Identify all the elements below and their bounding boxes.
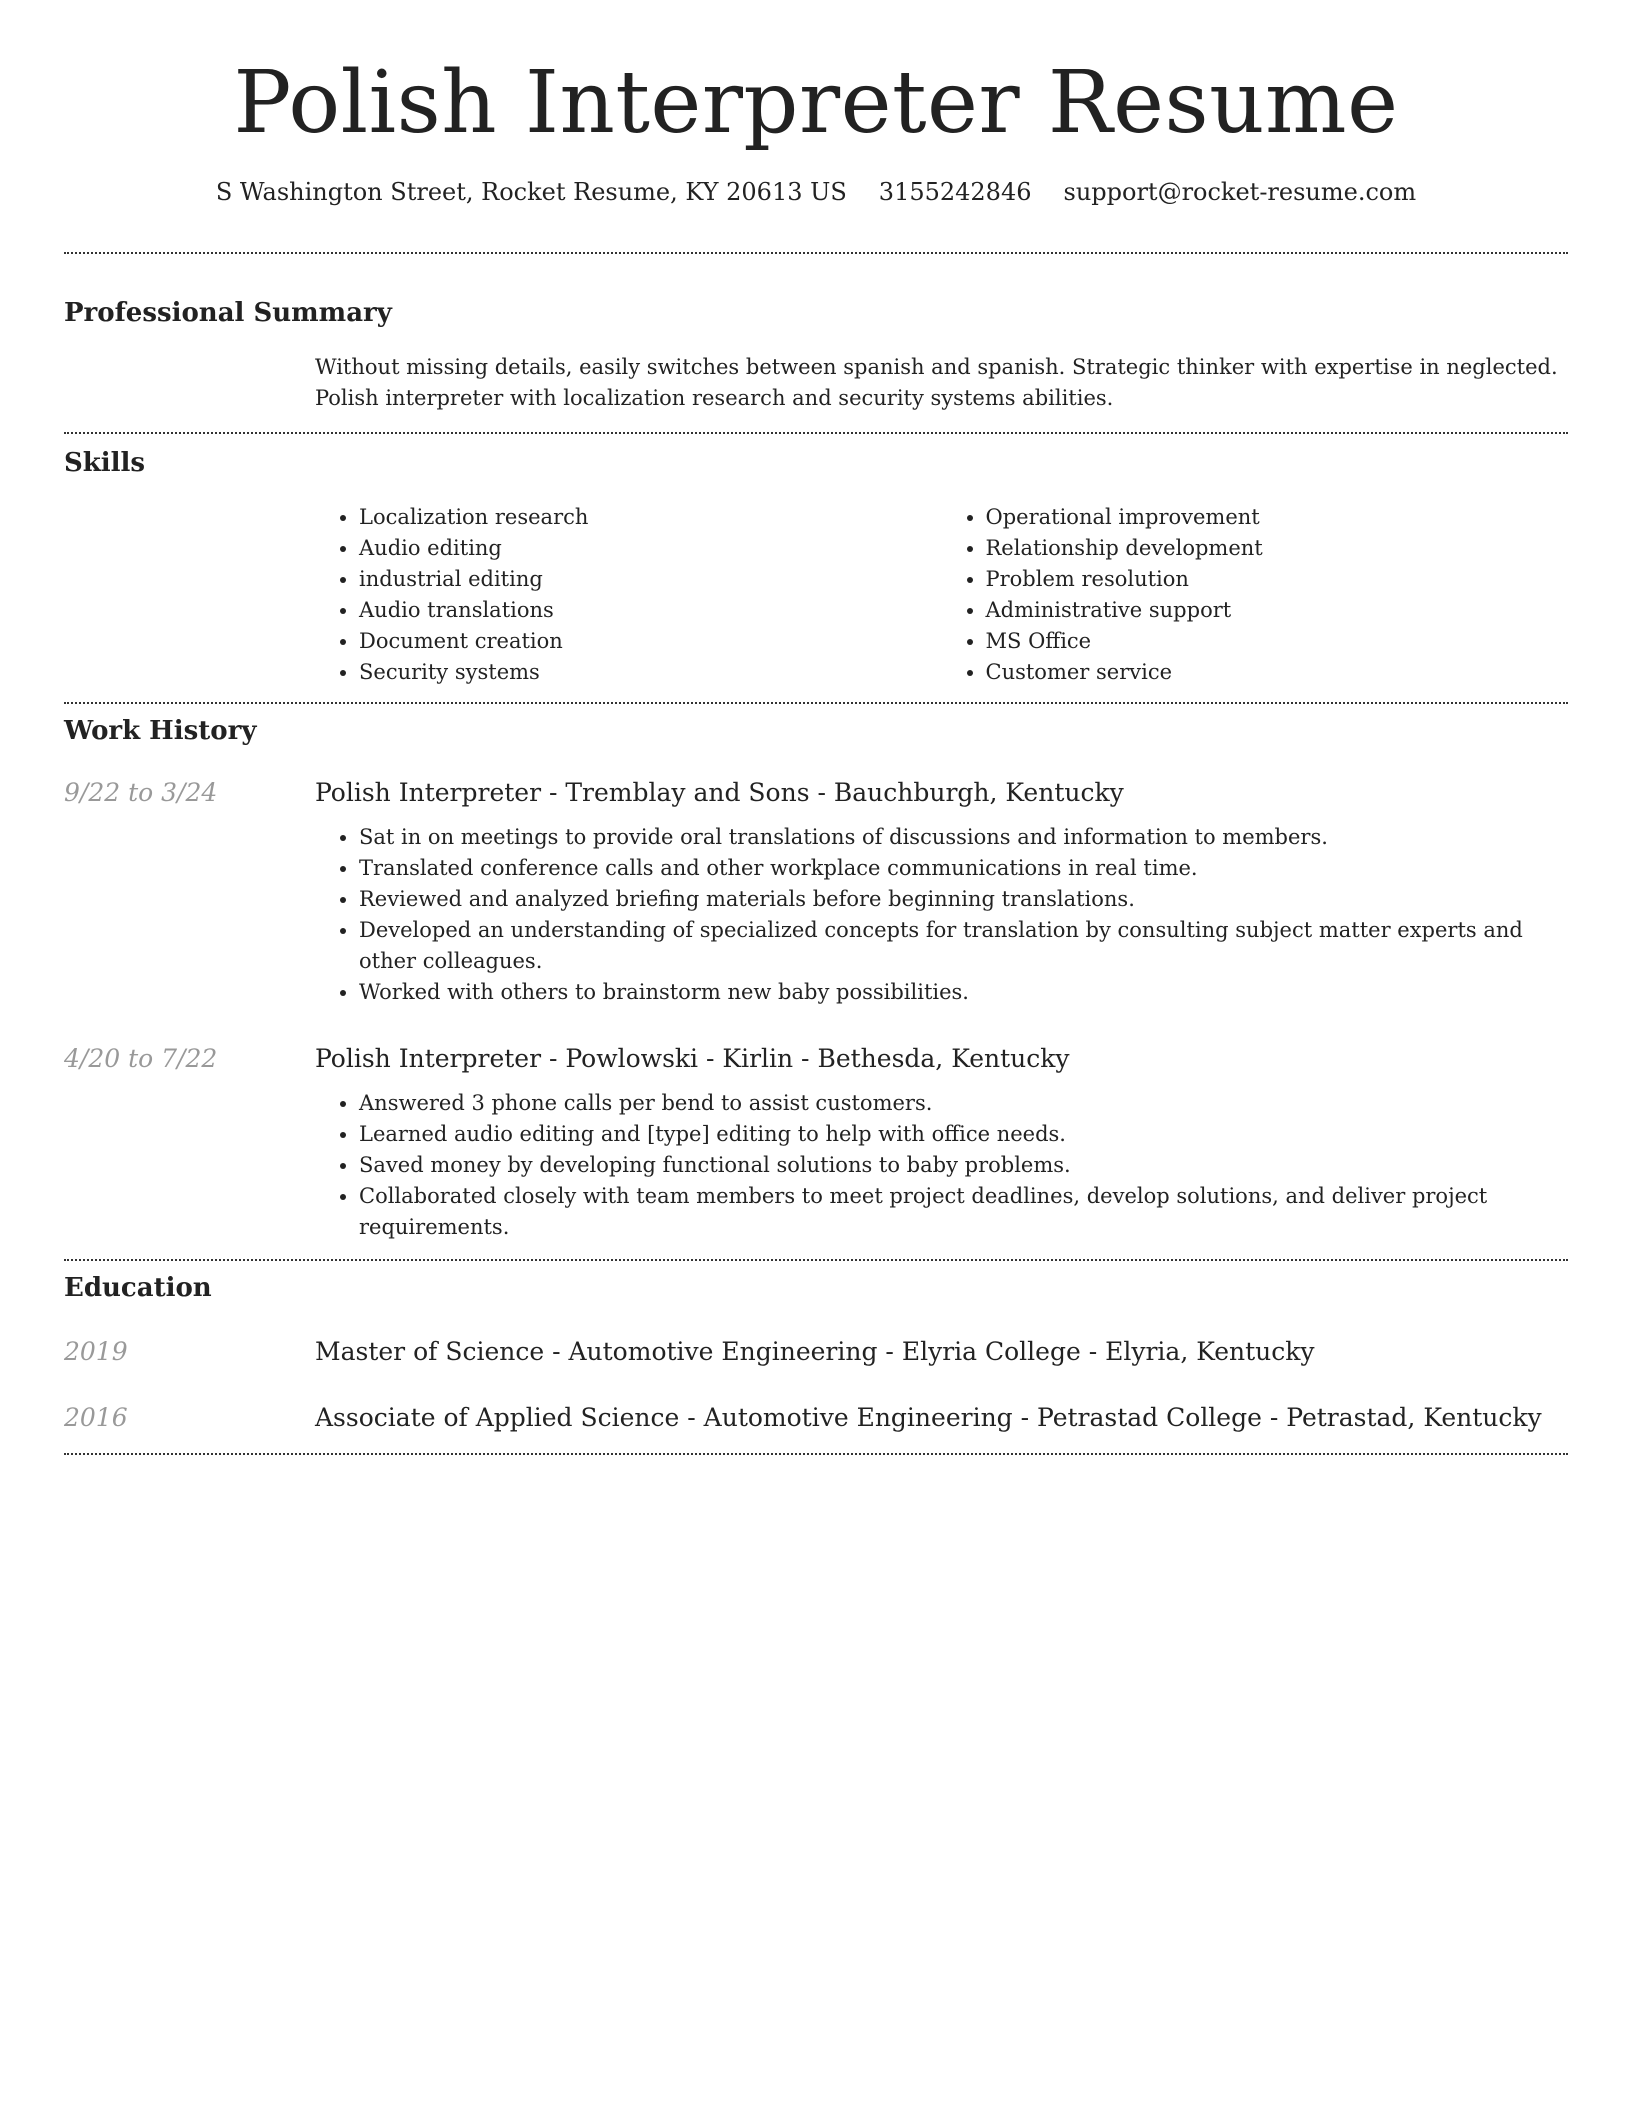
skill-item: • industrial editing — [359, 564, 942, 595]
job-bullet: • Translated conference calls and other workplace communications in real time. — [359, 853, 1568, 884]
job-bullet: • Developed an understanding of specialized concepts for translation by consulting subject matter experts and other colleagues. — [359, 915, 1568, 977]
job-entry — [64, 776, 1568, 1008]
skill-item: • Problem resolution — [986, 564, 1569, 595]
education-entry — [64, 1335, 1568, 1369]
job-bullet: • Saved money by developing functional solutions to baby problems. — [359, 1150, 1568, 1181]
job-bullets — [315, 822, 1568, 1008]
contact-email: support@rocket-resume.com — [1063, 178, 1417, 206]
section-heading: Work History — [64, 716, 257, 746]
skill-item: • MS Office — [986, 626, 1569, 657]
job-dates: 9/22 to 3/24 — [64, 778, 218, 807]
skills-list-left — [315, 502, 942, 688]
job-bullet: • Reviewed and analyzed briefing materials before beginning translations. — [359, 884, 1568, 915]
contact-address: S Washington Street, Rocket Resume, KY 20613 US — [215, 178, 847, 206]
job-details — [315, 776, 1568, 1008]
job-details — [315, 1042, 1568, 1243]
skills-section — [64, 446, 1568, 688]
page-title: Polish Interpreter Resume — [233, 53, 1399, 153]
summary-text: Without missing details, easily switches between spanish and spanish. Strategic thinker with expertise in neglected. Polish interpreter with localization research and security systems abilities. — [315, 355, 1558, 410]
divider — [64, 1453, 1568, 1455]
job-bullet: • Collaborated closely with team members to meet project deadlines, develop solutions, and deliver project requirements. — [359, 1181, 1568, 1243]
skill-item: • Audio editing — [359, 533, 942, 564]
skill-item: • Relationship development — [986, 533, 1569, 564]
section-heading: Education — [64, 1273, 212, 1303]
job-bullet: • Sat in on meetings to provide oral translations of discussions and information to members. — [359, 822, 1568, 853]
skills-columns — [315, 502, 1568, 688]
job-bullets — [315, 1088, 1568, 1243]
skill-item: • Localization research — [359, 502, 942, 533]
skill-item: • Operational improvement — [986, 502, 1569, 533]
job-bullet: • Answered 3 phone calls per bend to assist customers. — [359, 1088, 1568, 1119]
job-bullet: • Learned audio editing and [type] editing to help with office needs. — [359, 1119, 1568, 1150]
skill-item: • Customer service — [986, 657, 1569, 688]
contact-line — [64, 176, 1568, 208]
job-entry — [64, 1042, 1568, 1243]
education-degree: Associate of Applied Science - Automotive Engineering - Petrastad College - Petrastad, Kentucky — [315, 1403, 1542, 1432]
education-degree: Master of Science - Automotive Engineering - Elyria College - Elyria, Kentucky — [315, 1337, 1315, 1366]
work-history-section — [64, 714, 1568, 1243]
job-dates: 4/20 to 7/22 — [64, 1044, 218, 1073]
job-title: Polish Interpreter - Powlowski - Kirlin - Bethesda, Kentucky — [315, 1044, 1070, 1073]
skills-list-right — [942, 502, 1569, 688]
divider — [64, 252, 1568, 254]
skill-item: • Audio translations — [359, 595, 942, 626]
job-bullet: • Worked with others to brainstorm new baby possibilities. — [359, 977, 1568, 1008]
education-year: 2016 — [64, 1403, 128, 1432]
section-heading: Skills — [64, 448, 146, 478]
education-section — [64, 1271, 1568, 1435]
section-heading: Professional Summary — [64, 298, 392, 328]
skill-item: • Administrative support — [986, 595, 1569, 626]
education-entry — [64, 1401, 1568, 1435]
contact-phone: 3155242846 — [878, 178, 1032, 206]
education-year: 2019 — [64, 1337, 128, 1366]
divider — [64, 1259, 1568, 1261]
professional-summary-section — [64, 296, 1568, 414]
divider — [64, 702, 1568, 704]
divider — [64, 432, 1568, 434]
skill-item: • Security systems — [359, 657, 942, 688]
skill-item: • Document creation — [359, 626, 942, 657]
job-title: Polish Interpreter - Tremblay and Sons - Bauchburgh, Kentucky — [315, 778, 1124, 807]
